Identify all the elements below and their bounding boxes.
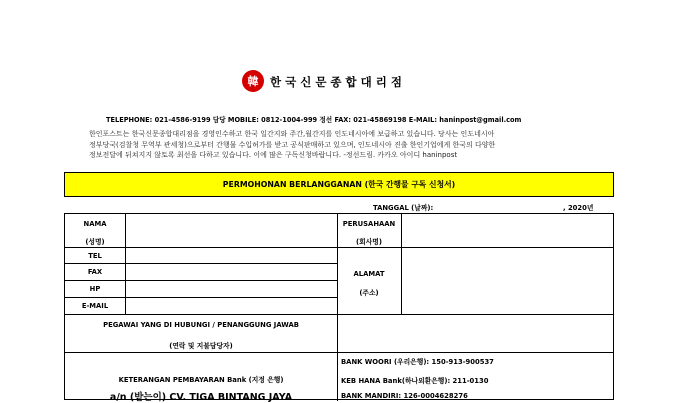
company-logo (242, 70, 264, 92)
perusahaan-sublabel: (회사명) (356, 238, 382, 246)
company-name: 한국신문종합대리점 (270, 75, 406, 89)
contact-line: TELEPHONE: 021-4586-9199 담당 MOBILE: 0812-1004-999 정선 FAX: 021-45869198 E-MAIL: haninpost@gmail.com (106, 116, 522, 124)
contact-person-label: PEGAWAI YANG DI HUBUNGI / PENANGGUNG JAWAB (103, 321, 299, 329)
tel-field[interactable] (126, 248, 337, 263)
payment-label: KETERANGAN PEMBAYARAN Bank (지정 은행) (118, 376, 284, 384)
hp-label: HP (89, 285, 101, 293)
alamat-field[interactable] (402, 248, 613, 314)
form-title: PERMOHONAN BERLANGGANAN (한국 간행물 구독 신청서) (222, 180, 456, 189)
date-label: TANGGAL (날짜): (373, 204, 434, 212)
nama-sublabel: (성명) (85, 238, 105, 246)
contact-person-field[interactable] (338, 315, 613, 352)
col-divider (337, 214, 338, 401)
bank-woori: BANK WOORI (우리은행): 150-913-900537 (341, 358, 494, 366)
perusahaan-field[interactable] (402, 214, 613, 247)
logo-glyph: 韓 (247, 74, 259, 88)
intro-line: 정보전달에 뒤쳐지지 않토록 최선을 다하고 있습니다. 이에 많은 구독신청바랍니다. -정선드림. 카카오 아이디 haninpost (89, 151, 458, 159)
row-divider (65, 352, 613, 353)
hp-field[interactable] (126, 281, 337, 297)
alamat-label: ALAMAT (353, 270, 385, 278)
intro-paragraph (89, 129, 601, 161)
email-field[interactable] (126, 298, 337, 314)
form-title-banner (64, 172, 614, 197)
subscription-form-table (64, 213, 614, 403)
contact-person-sublabel: (연락 및 지불담당자) (169, 342, 233, 350)
nama-label: NAMA (83, 220, 107, 228)
date-year-suffix: , 2020년 (563, 204, 594, 212)
bank-mandiri: BANK MANDIRI: 126-0004628276 (341, 392, 468, 400)
fax-field[interactable] (126, 264, 337, 280)
bank-keb-hana: KEB HANA Bank(하나외환은행): 211-0130 (341, 377, 489, 385)
account-name: a/n (받는이) CV. TIGA BINTANG JAYA (109, 392, 293, 403)
intro-line: 한인포스트는 한국신문종합대리점을 경영인수하고 한국 일간지와 주간,월간지를 인도네시아에 보급하고 있습니다. 당사는 인도네시아 (89, 130, 495, 138)
intro-line: 정부당국(검찰청 무역부 관세청)으로부터 간행물 수입허가를 받고 공식판매하고 있으며, 인도네시아 진출 한인기업에게 한국의 다양한 (89, 140, 496, 149)
tel-label: TEL (88, 252, 102, 260)
fax-label: FAX (87, 268, 103, 276)
nama-field[interactable] (126, 214, 337, 247)
perusahaan-label: PERUSAHAAN (342, 220, 396, 228)
email-label: E-MAIL (81, 302, 109, 310)
alamat-sublabel: (주소) (359, 289, 379, 297)
